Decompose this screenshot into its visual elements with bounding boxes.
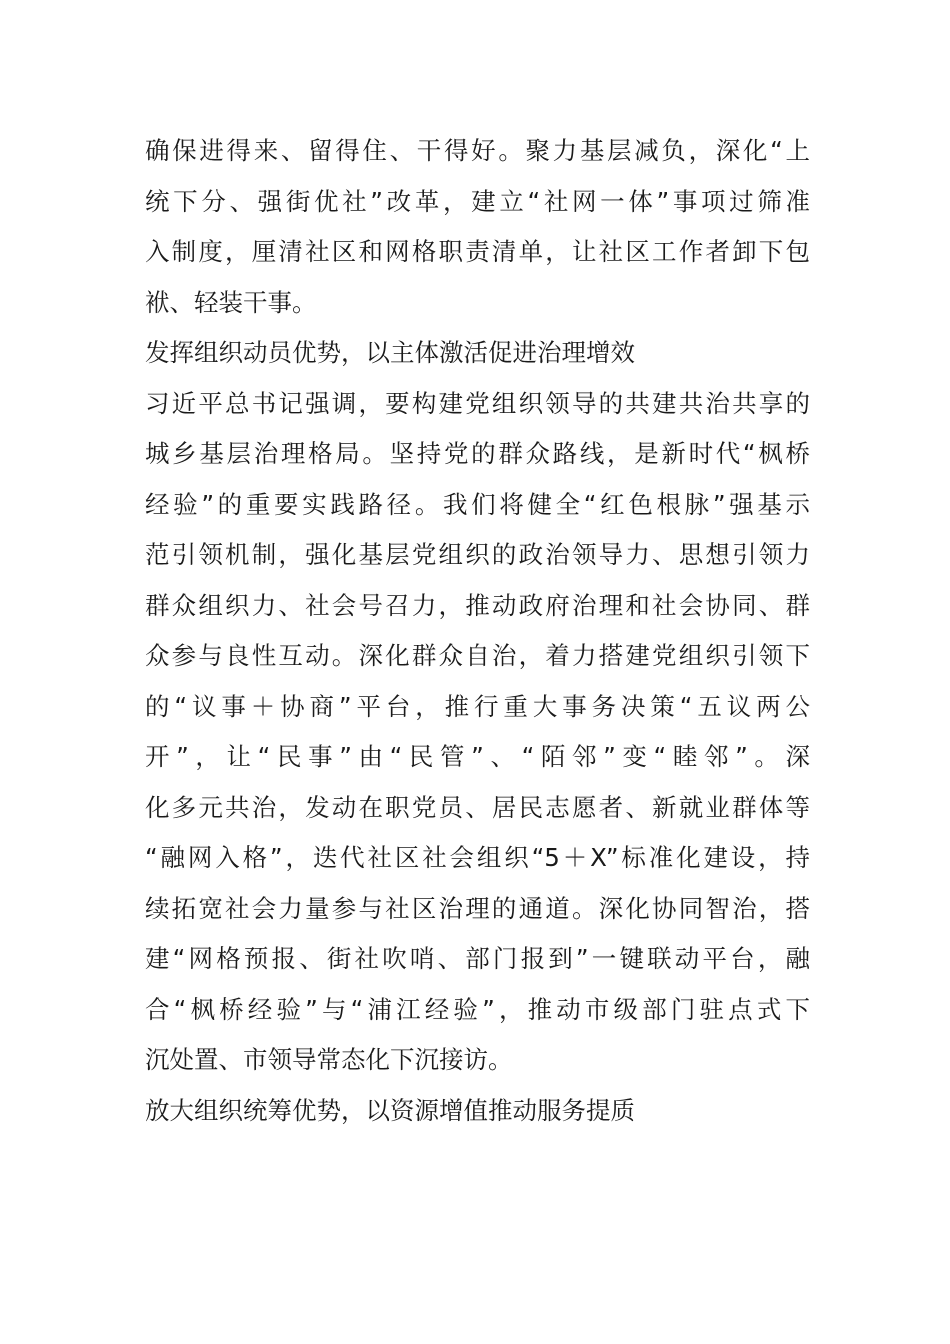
paragraph-line: 确保进得来、留得住、干得好。聚力基层减负，深化“上 [145,136,810,165]
paragraph-line: 范引领机制，强化基层党组织的政治领导力、思想引领力 [145,540,810,569]
paragraph-line: 入制度，厘清社区和网格职责清单，让社区工作者卸下包 [145,237,810,266]
paragraph-line: 袱、轻装干事。 [145,287,317,317]
paragraph-1 [145,126,810,328]
paragraph-line: 众参与良性互动。深化群众自治，着力搭建党组织引领下 [145,641,810,670]
paragraph-line: 沉处置、市领导常态化下沉接访。 [145,1045,513,1074]
paragraph-line: 化多元共治，发动在职党员、居民志愿者、新就业群体等 [145,792,810,822]
paragraph-line: 续拓宽社会力量参与社区治理的通道。深化协同智治，搭 [145,893,810,923]
paragraph-line: 群众组织力、社会号召力，推动政府治理和社会协同、群 [145,590,810,620]
paragraph-line: 建“网格预报、街社吹哨、部门报到”一键联动平台，融 [145,944,810,973]
paragraph-2 [145,379,810,1086]
paragraph-line: 开”，让“民事”由“民管”、“陌邻”变“睦邻”。深 [145,742,810,771]
paragraph-line: 的“议事＋协商”平台，推行重大事务决策“五议两公 [145,691,810,721]
section-heading-coordinate-resources: 放大组织统筹优势，以资源增值推动服务提质 [145,1095,635,1125]
paragraph-line: 习近平总书记强调，要构建党组织领导的共建共治共享的 [145,388,810,418]
paragraph-line: 合“枫桥经验”与“浦江经验”，推动市级部门驻点式下 [145,994,810,1024]
section-heading-organize-mobilize: 发挥组织动员优势，以主体激活促进治理增效 [145,338,635,367]
paragraph-line: “融网入格”，迭代社区社会组织“5＋X”标准化建设，持 [145,843,810,872]
document-body [145,126,810,1136]
paragraph-line: 城乡基层治理格局。坚持党的群众路线，是新时代“枫桥 [145,439,810,468]
paragraph-line: 经验”的重要实践路径。我们将健全“红色根脉”强基示 [145,489,810,519]
paragraph-line: 统下分、强街优社”改革，建立“社网一体”事项过筛准 [145,186,810,216]
